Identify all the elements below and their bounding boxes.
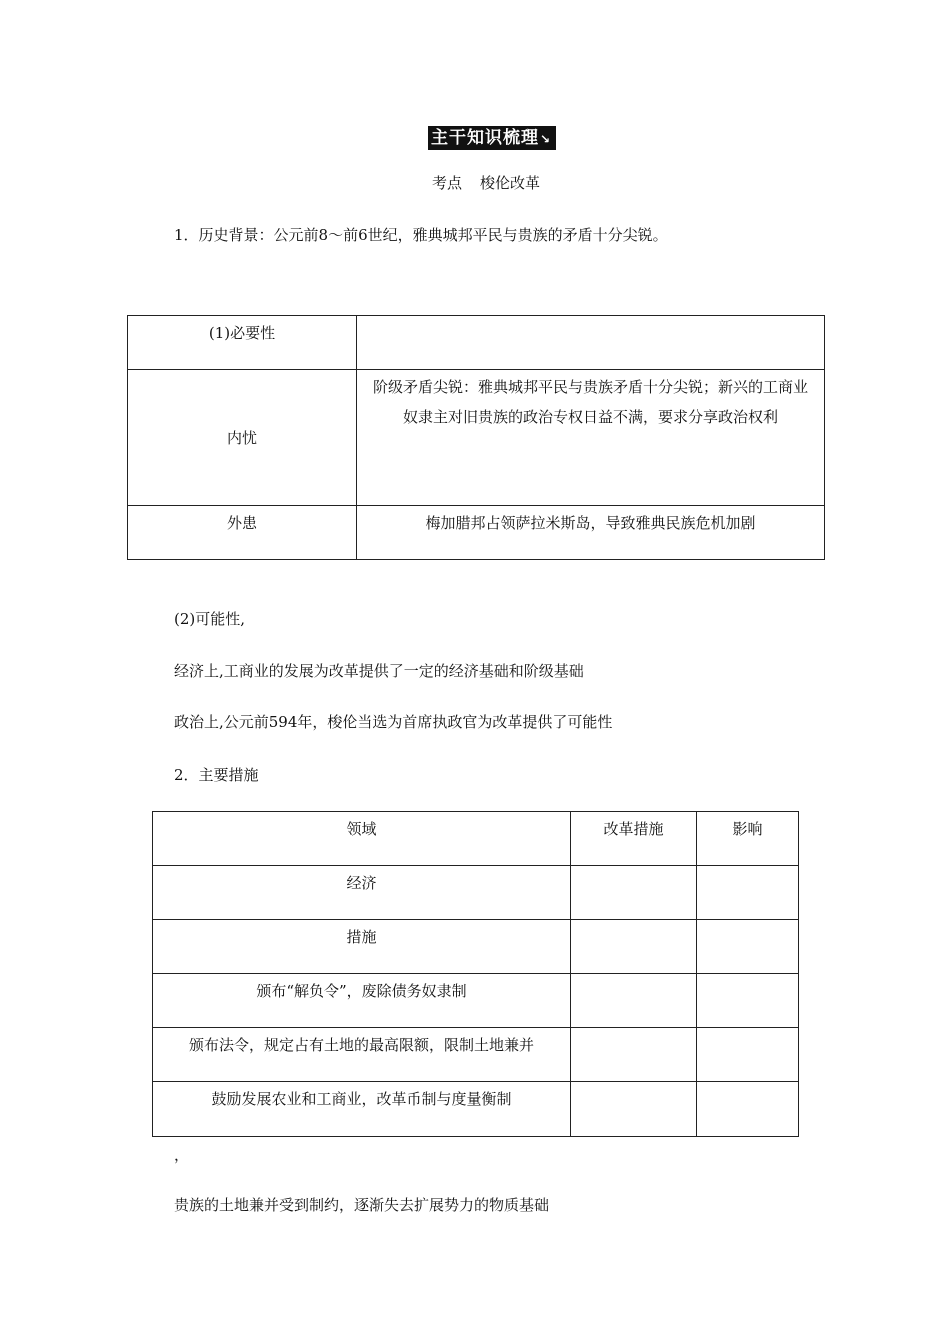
table-cell: 外患 — [128, 506, 357, 560]
table-cell: 颁布“解负令”，废除债务奴隶制 — [153, 974, 571, 1028]
section-banner — [428, 126, 556, 150]
table-cell: 经济 — [153, 866, 571, 920]
impact-text: 贵族的土地兼并受到制约，逐渐失去扩展势力的物质基础 — [174, 1196, 550, 1214]
table-cell — [697, 1082, 799, 1137]
table-cell: 内忧 — [128, 370, 357, 506]
table-cell — [571, 866, 697, 920]
topic-heading — [432, 172, 540, 193]
possibility-economic: 经济上,工商业的发展为改革提供了一定的经济基础和阶级基础 — [174, 662, 584, 680]
table-row — [153, 974, 799, 1028]
necessity-table — [127, 315, 825, 560]
table-cell: 梅加腊邦占领萨拉米斯岛，导致雅典民族危机加剧 — [357, 506, 825, 560]
table-row — [153, 1028, 799, 1082]
table-cell: 颁布法令，规定占有土地的最高限额，限制土地兼并 — [153, 1028, 571, 1082]
table-cell — [697, 1028, 799, 1082]
table-row — [128, 316, 825, 370]
stray-comma: ， — [174, 1146, 190, 1164]
table-header: 影响 — [697, 812, 799, 866]
table-cell — [697, 866, 799, 920]
table-cell — [571, 920, 697, 974]
table-row — [153, 812, 799, 866]
main-measures-heading: 2．主要措施 — [174, 766, 259, 784]
table-cell: (1)必要性 — [128, 316, 357, 370]
table-cell — [571, 974, 697, 1028]
table-header: 领域 — [153, 812, 571, 866]
table-cell — [697, 974, 799, 1028]
banner-label: 主干知识梳理 — [431, 128, 539, 148]
table-cell — [571, 1028, 697, 1082]
possibility-heading: (2)可能性, — [174, 610, 246, 628]
measures-table — [152, 811, 799, 1137]
table-row — [128, 370, 825, 506]
table-row — [153, 866, 799, 920]
topic-label: 考点 — [432, 174, 463, 192]
possibility-political: 政治上,公元前594年，梭伦当选为首席执政官为改革提供了可能性 — [174, 713, 613, 731]
historical-background: 1．历史背景：公元前8～前6世纪，雅典城邦平民与贵族的矛盾十分尖锐。 — [174, 226, 668, 244]
table-cell: 阶级矛盾尖锐：雅典城邦平民与贵族矛盾十分尖锐；新兴的工商业奴隶主对旧贵族的政治专权日益不满，要求分享政治权利 — [357, 370, 825, 506]
topic-title: 梭伦改革 — [480, 174, 541, 192]
table-cell — [571, 1082, 697, 1137]
table-row — [153, 1082, 799, 1137]
table-cell: 鼓励发展农业和工商业，改革币制与度量衡制 — [153, 1082, 571, 1137]
table-cell — [697, 920, 799, 974]
table-row — [128, 506, 825, 560]
table-header: 改革措施 — [571, 812, 697, 866]
arrow-icon: ↘ — [540, 132, 552, 146]
table-cell — [357, 316, 825, 370]
table-row — [153, 920, 799, 974]
table-cell: 措施 — [153, 920, 571, 974]
